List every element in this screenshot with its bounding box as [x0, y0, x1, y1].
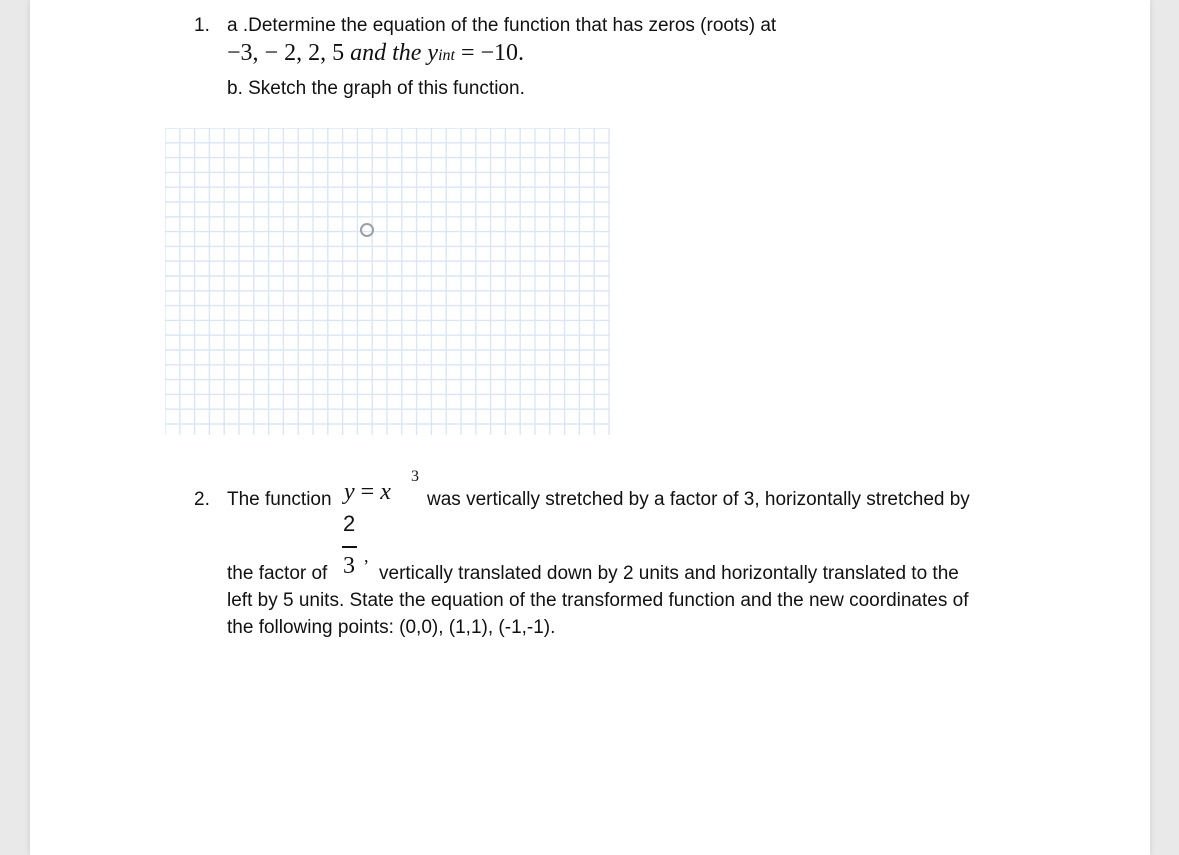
q2-func-x: x [380, 479, 391, 505]
question-1-part-a: a .Determine the equation of the function that has zeros (roots) at [227, 15, 777, 36]
q2-line2-rest: vertically translated down by 2 units and horizontally translated to the [379, 563, 959, 584]
q2-frac-bar [342, 546, 357, 548]
q2-function [344, 479, 391, 506]
question-1-part-b: b. Sketch the graph of this function. [227, 78, 525, 99]
circle-marker-icon [360, 223, 374, 237]
q2-func-y: y [344, 479, 355, 505]
q2-line4: the following points: (0,0), (1,1), (-1,-1). [227, 617, 556, 638]
q1-and-the: and the [350, 40, 422, 66]
q1-y-value: = −10. [460, 40, 525, 66]
q1-y-var: y [427, 40, 439, 66]
q2-func-eq: = [360, 479, 375, 505]
q2-line1-rest: was vertically stretched by a factor of 3, horizontally stretched by [427, 489, 970, 510]
q2-frac-numerator: 2 [343, 511, 356, 536]
q2-frac-denominator: 3 [343, 553, 355, 579]
q2-intro: The function [227, 489, 332, 510]
q2-frac-comma: , [364, 546, 369, 566]
question-1-number: 1. [194, 15, 210, 36]
q1-equation-line [227, 40, 524, 67]
q1-y-sub: int [438, 47, 455, 64]
q1-zeros: −3, − 2, 2, 5 [227, 40, 345, 66]
grid-lines [165, 128, 610, 435]
question-2-number: 2. [194, 489, 210, 510]
q2-func-exponent: 3 [411, 468, 419, 485]
graph-paper [165, 128, 610, 435]
q2-the-factor-of: the factor of [227, 563, 328, 584]
q2-line3: left by 5 units. State the equation of the transformed function and the new coordinates of [227, 590, 969, 611]
document-page [30, 0, 1150, 855]
